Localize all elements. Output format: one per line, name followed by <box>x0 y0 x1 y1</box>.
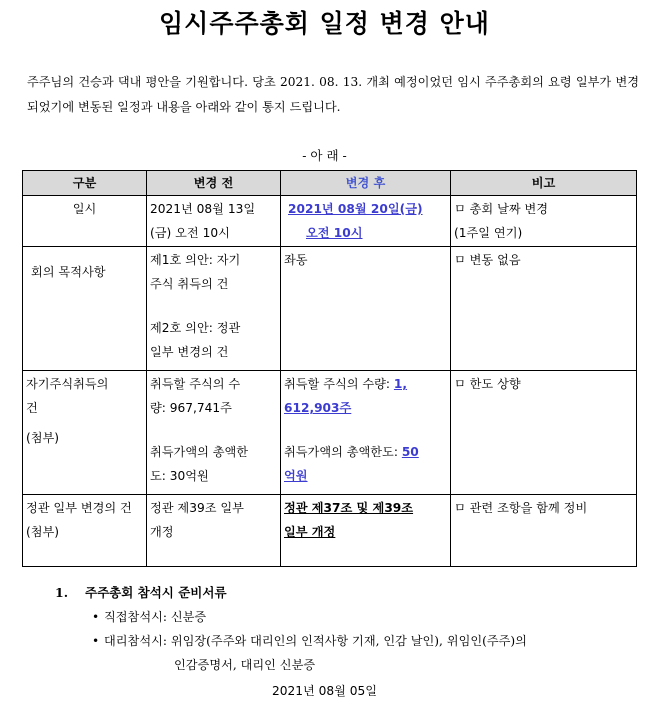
bullet-icon: • <box>92 610 100 624</box>
intro-paragraph: 주주님의 건승과 댁내 평안을 기원합니다. 당초 2021. 08. 13. 개최 예정이었던 임시 주주총회의 요령 일부가 변경되었기에 변동된 일정과 내용을 아래와 같이 통지 드립니다. <box>27 75 639 114</box>
row-note: ㅁ 총회 날짜 변경 (1주일 연기) <box>451 196 637 247</box>
section-title: 주주총회 참석시 준비서류 <box>85 585 227 600</box>
row-note: ㅁ 변동 없음 <box>451 247 637 371</box>
row-before: 취득할 주식의 수 량: 967,741주 취득가액의 총액한 도: 30억원 <box>147 371 281 495</box>
bullet-icon: • <box>92 634 100 648</box>
schedule-change-table <box>22 170 637 567</box>
section-number: 1. <box>55 585 69 600</box>
row-before: 제1호 의안: 자기 주식 취득의 건 제2호 의안: 정관 일부 변경의 건 <box>147 247 281 371</box>
table-row <box>23 371 637 495</box>
row-note: ㅁ 관련 조항을 함께 정비 <box>451 495 637 567</box>
table-row <box>23 196 637 247</box>
header-after: 변경 후 <box>281 171 451 196</box>
row-before: 2021년 08월 13일 (금) 오전 10시 <box>147 196 281 247</box>
header-note: 비고 <box>451 171 637 196</box>
row-after: 2021년 08월 20일(금) 오전 10시 <box>281 196 451 247</box>
row-after: 좌동 <box>281 247 451 371</box>
row-category: 자기주식취득의 건 (첨부) <box>23 371 147 495</box>
row-after: 취득할 주식의 수량: 1, 612,903주 취득가액의 총액한도: 50 억원 <box>281 371 451 495</box>
section-heading <box>55 583 227 601</box>
row-category: 정관 일부 변경의 건 (첨부) <box>23 495 147 567</box>
list-item: • 직접참석시: 신분증 <box>92 605 206 629</box>
notice-heading: - 아 래 - <box>302 148 347 163</box>
table-row <box>23 495 637 567</box>
notice-date: 2021년 08월 05일 <box>271 684 378 698</box>
row-category: 회의 목적사항 <box>23 247 147 371</box>
page-title: 임시주주총회 일정 변경 안내 <box>159 9 490 38</box>
row-after: 정관 제37조 및 제39조 일부 개정 <box>281 495 451 567</box>
list-item: • 대리참석시: 위임장(주주와 대리인의 인적사항 기재, 인감 날인), 위임인(주주)의 인감증명서, 대리인 신분증 <box>92 629 527 677</box>
header-category: 구분 <box>23 171 147 196</box>
header-before: 변경 전 <box>147 171 281 196</box>
row-note: ㅁ 한도 상향 <box>451 371 637 495</box>
row-category: 일시 <box>23 196 147 247</box>
row-before: 정관 제39조 일부 개정 <box>147 495 281 567</box>
table-header-row <box>23 171 637 196</box>
table-row <box>23 247 637 371</box>
